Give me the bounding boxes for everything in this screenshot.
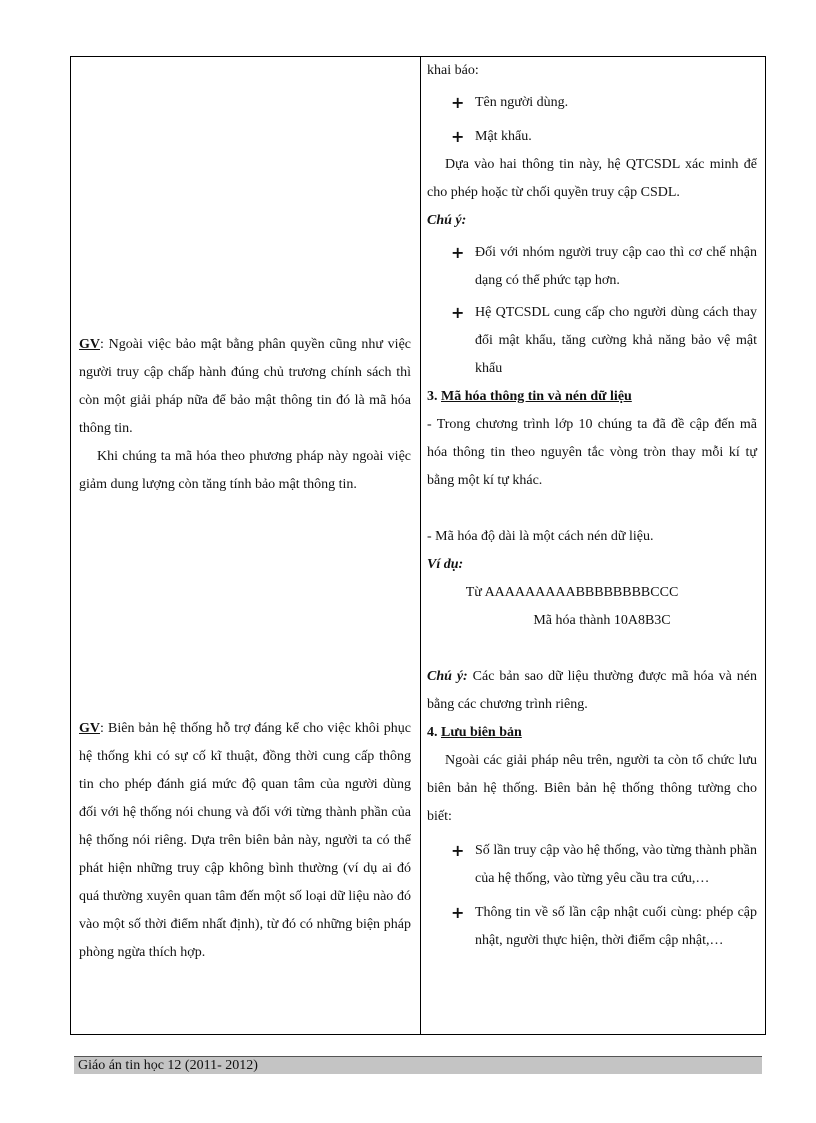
note-label: Chú ý: bbox=[427, 213, 467, 228]
section-4-heading: 4. Lưu biên bản bbox=[427, 725, 522, 740]
content-column bbox=[427, 57, 757, 1034]
bullet-item: + Số lần truy cập vào hệ thống, vào từng thành phần của hệ thống, vào từng yêu cầu tra cứu,… bbox=[427, 837, 757, 893]
bullet-item: + Hệ QTCSDL cung cấp cho người dùng cách thay đổi mật khẩu, tăng cường khả năng bảo vệ mật khẩu bbox=[427, 299, 757, 383]
lesson-table bbox=[70, 56, 766, 1035]
teacher-column bbox=[79, 57, 411, 1034]
gv-label: GV bbox=[79, 337, 100, 352]
plus-bullet-icon: + bbox=[451, 93, 465, 112]
gv-paragraph: GV: Ngoài việc bảo mật bằng phân quyền cũng như việc người truy cập chấp hành đúng chủ trương chính sách thì còn một giải pháp nữa để bảo mật thông tin đó là mã hóa thông tin. bbox=[79, 337, 411, 436]
section-3-heading: 3. Mã hóa thông tin và nén dữ liệu bbox=[427, 389, 632, 404]
note-2-paragraph: Chú ý: Các bản sao dữ liệu thường được mã hóa và nén bằng các chương trình riêng. bbox=[427, 669, 757, 712]
gv-log-note bbox=[79, 715, 411, 967]
plus-bullet-icon: + bbox=[451, 243, 465, 262]
bullet-item: + Thông tin về số lần cập nhật cuối cùng: phép cập nhật, người thực hiện, thời điểm cập nhật,… bbox=[427, 899, 757, 955]
content-block bbox=[427, 57, 757, 955]
page-footer: Giáo án tin học 12 (2011- 2012) bbox=[74, 1056, 762, 1074]
plus-bullet-icon: + bbox=[451, 841, 465, 860]
example-label: Ví dụ: bbox=[427, 557, 464, 572]
gv-paragraph-2: Khi chúng ta mã hóa theo phương pháp này ngoài việc giảm dung lượng còn tăng tính bảo mật thông tin. bbox=[79, 449, 411, 492]
gv-encryption-note bbox=[79, 331, 411, 499]
note-label: Chú ý: bbox=[427, 669, 468, 684]
gv-paragraph: GV: Biên bản hệ thống hỗ trợ đáng kể cho việc khôi phục hệ thống khi có sự cố kĩ thuật, đồng thời cung cấp thông tin cho phép đánh giá mức độ quan tâm của người dùng đối với hệ thống nói chung và đối với từng thành phần của hệ thống nói riêng. Dựa trên biên bản này, người ta có thể phát hiện những truy cập không bình thường (ví dụ ai đó quá thường xuyên quan tâm đến một số loại dữ liệu nào đó vào một số thời điểm nhất định), từ đó có những biện pháp phòng ngừa thích hợp. bbox=[79, 721, 411, 960]
plus-bullet-icon: + bbox=[451, 127, 465, 146]
bullet-item: + Mật khẩu. bbox=[427, 123, 757, 151]
column-divider bbox=[420, 57, 421, 1034]
verify-paragraph: Dựa vào hai thông tin này, hệ QTCSDL xác minh để cho phép hoặc từ chối quyền truy cập CSDL. bbox=[427, 157, 757, 200]
plus-bullet-icon: + bbox=[451, 303, 465, 322]
section-3-paragraph-2: - Mã hóa độ dài là một cách nén dữ liệu. bbox=[427, 529, 654, 544]
example-to: Mã hóa thành 10A8B3C bbox=[533, 613, 671, 628]
section-4-paragraph: Ngoài các giải pháp nêu trên, người ta còn tổ chức lưu biên bản hệ thống. Biên bản hệ thống thông tường cho biết: bbox=[427, 753, 757, 824]
text-line: khai báo: bbox=[427, 63, 479, 78]
example-from: Từ AAAAAAAAABBBBBBBBCCC bbox=[465, 585, 679, 600]
section-3-paragraph: - Trong chương trình lớp 10 chúng ta đã đề cập đến mã hóa thông tin theo nguyên tắc vòng tròn thay mỗi kí tự bằng một kí tự khác. bbox=[427, 417, 757, 488]
gv-label: GV bbox=[79, 721, 100, 736]
plus-bullet-icon: + bbox=[451, 903, 465, 922]
bullet-item: + Đối với nhóm người truy cập cao thì cơ chế nhận dạng có thể phức tạp hơn. bbox=[427, 239, 757, 295]
bullet-item: + Tên người dùng. bbox=[427, 89, 757, 117]
